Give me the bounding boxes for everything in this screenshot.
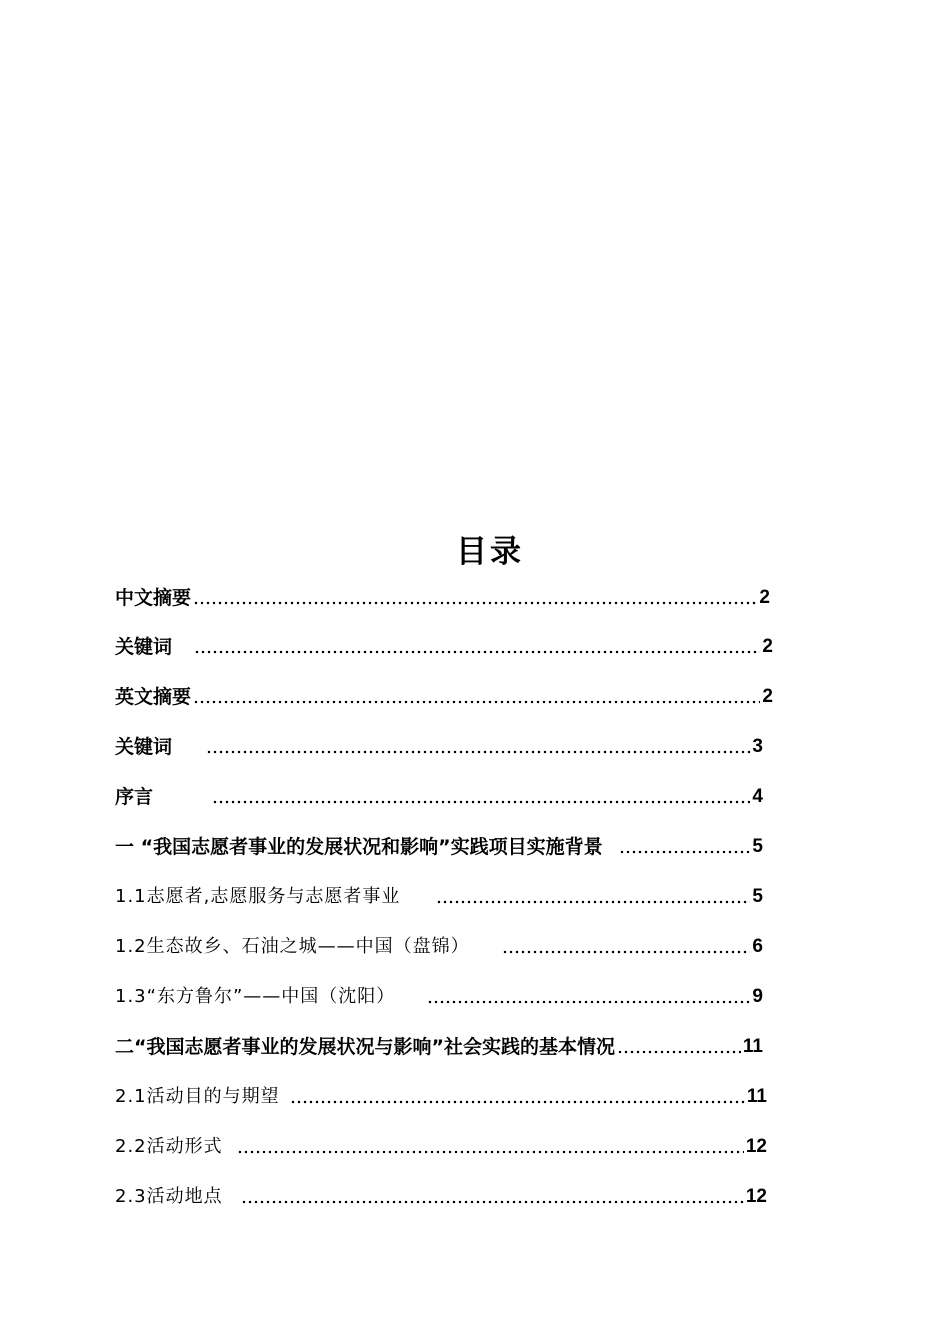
toc-entry-1-2[interactable] (115, 931, 763, 963)
toc-leader-dots (193, 582, 757, 614)
toc-entry-label: 中文摘要 (115, 587, 192, 609)
toc-leader-dots (619, 831, 751, 863)
toc-entry-page: 12 (745, 1136, 767, 1157)
toc-entry-page: 3 (752, 736, 763, 757)
toc-entry-page: 12 (745, 1186, 767, 1207)
toc-entry-page: 2 (762, 636, 773, 657)
toc-leader-dots (193, 681, 760, 713)
toc-entry-page: 2 (759, 587, 770, 608)
toc-leader-dots (436, 881, 750, 913)
toc-entry-label: 一 “我国志愿者事业的发展状况和影响”实践项目实施背景 (115, 836, 603, 858)
toc-entry-label: 二“我国志愿者事业的发展状况与影响”社会实践的基本情况 (115, 1036, 615, 1058)
toc-entry-page: 11 (742, 1036, 763, 1057)
toc-entry-label: 2.1活动目的与期望 (115, 1086, 280, 1107)
page-title: 目录 (456, 534, 524, 570)
toc-leader-dots (194, 631, 760, 663)
toc-entry-2-3[interactable] (115, 1181, 767, 1213)
toc-entry-label: 序言 (115, 786, 154, 808)
toc-leader-dots (241, 1181, 744, 1213)
toc-entry-page: 11 (746, 1086, 767, 1107)
toc-entry-label: 1.2生态故乡、石油之城——中国（盘锦） (115, 936, 470, 957)
toc-entry-page: 9 (752, 986, 763, 1007)
toc-entry-chinese-abstract[interactable] (115, 582, 770, 614)
toc-entry-label: 1.3“东方鲁尔”——中国（沈阳） (115, 986, 396, 1007)
toc-entry-label: 2.2活动形式 (115, 1136, 223, 1157)
toc-leader-dots (617, 1031, 741, 1063)
toc-entry-keywords[interactable] (115, 631, 773, 663)
toc-entry-label: 关键词 (115, 736, 173, 758)
toc-entry-preface[interactable] (115, 781, 763, 813)
toc-entry-keywords-english[interactable] (115, 731, 763, 763)
toc-entry-page: 6 (752, 936, 763, 957)
toc-leader-dots (502, 931, 751, 963)
toc-leader-dots (427, 981, 750, 1013)
toc-entry-page: 4 (752, 786, 763, 807)
toc-leader-dots (206, 731, 750, 763)
toc-entry-page: 5 (752, 886, 763, 907)
toc-entry-label: 1.1志愿者,志愿服务与志愿者事业 (115, 886, 401, 907)
toc-entry-1-3[interactable] (115, 981, 763, 1013)
toc-entry-page: 5 (752, 836, 763, 857)
toc-entry-chapter-1[interactable] (115, 831, 763, 863)
toc-leader-dots (237, 1131, 744, 1163)
toc-entry-1-1[interactable] (115, 881, 763, 913)
toc-entry-english-abstract[interactable] (115, 681, 773, 713)
toc-entry-label: 英文摘要 (115, 686, 192, 708)
toc-entry-label: 关键词 (115, 636, 173, 658)
toc-entry-2-2[interactable] (115, 1131, 767, 1163)
toc-entry-chapter-2[interactable] (115, 1031, 763, 1063)
toc-leader-dots (212, 781, 750, 813)
toc-entry-page: 2 (762, 686, 773, 707)
toc-entry-label: 2.3活动地点 (115, 1186, 223, 1207)
toc-leader-dots (290, 1081, 745, 1113)
toc-entry-2-1[interactable] (115, 1081, 767, 1113)
